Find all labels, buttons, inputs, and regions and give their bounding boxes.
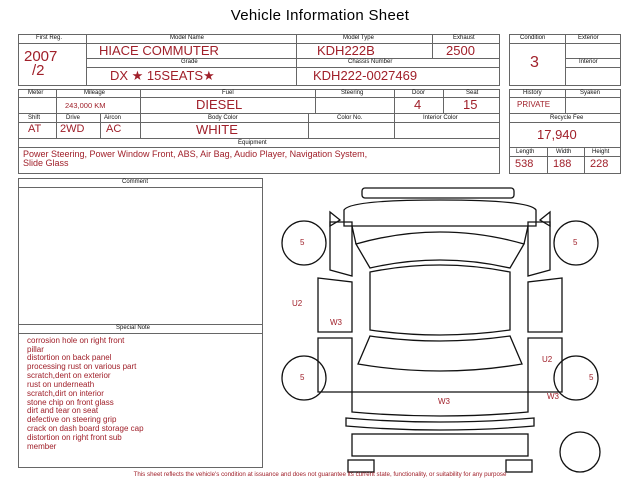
condition-label: Condition: [520, 35, 546, 41]
chassis-number-label: Chassis Number: [348, 59, 393, 65]
special-note-item: pillar: [27, 345, 44, 354]
height-label: Height: [592, 149, 610, 155]
drive-label: Drive: [66, 115, 81, 121]
damage-mark-side-left: U2: [292, 299, 303, 308]
seat-value: 15: [463, 97, 478, 112]
damage-mark-wheel-front-left: 5: [300, 238, 305, 247]
seat-label: Seat: [466, 90, 479, 96]
meter-label: Meter: [28, 90, 44, 96]
color-no-label: Color No.: [337, 115, 363, 121]
aircon-label: Aircon: [104, 115, 122, 121]
door-value: 4: [414, 97, 422, 112]
comment-label: Comment: [122, 179, 149, 185]
first-reg-year: 2007: [24, 48, 58, 65]
special-note-item: scratch,dirt on interior: [27, 389, 104, 398]
length-label: Length: [516, 149, 535, 155]
height-value: 228: [590, 158, 609, 170]
width-value: 188: [553, 158, 572, 170]
special-note-item: stone chip on front glass: [27, 398, 114, 407]
mileage-label: Mileage: [84, 90, 106, 96]
mileage-value: 243,000 KM: [65, 101, 106, 110]
history-value: PRIVATE: [517, 100, 551, 109]
shift-value: AT: [28, 123, 42, 135]
exhaust-label: Exhaust: [453, 35, 475, 41]
grade-label: Grade: [181, 59, 198, 65]
special-note-item: dirt and tear on seat: [27, 406, 99, 415]
length-value: 538: [515, 158, 534, 170]
special-note-label: Special Note: [116, 325, 151, 331]
disclaimer-footer: This sheet reflects the vehicle's condition at issuance and does not guarantee its current state, functionality, or suitability for any purpose: [133, 471, 507, 478]
special-note-item: distortion on back panel: [27, 353, 112, 362]
damage-mark-wheel-front-right: 5: [573, 238, 578, 247]
equipment-line-2: Slide Glass: [23, 158, 69, 168]
special-note-item: processing rust on various part: [27, 362, 137, 371]
equipment-label: Equipment: [238, 140, 267, 146]
first-reg-month: /2: [32, 62, 45, 79]
drive-value: 2WD: [60, 123, 85, 135]
interior-label: Interior: [579, 59, 598, 65]
exterior-label: Exterior: [578, 35, 599, 41]
special-note-item: scratch,dent on exterior: [27, 371, 111, 380]
exhaust-value: 2500: [446, 43, 475, 58]
special-note-item: rust on underneath: [27, 380, 95, 389]
model-type-value: KDH222B: [317, 43, 375, 58]
damage-mark-bottom: W3: [438, 397, 450, 406]
special-note-item: corrosion hole on right front: [27, 336, 125, 345]
special-note-item: member: [27, 442, 57, 451]
model-name-label: Model Name: [170, 35, 205, 41]
syaken-label: Syaken: [580, 90, 601, 96]
condition-value: 3: [530, 54, 539, 71]
aircon-value: AC: [106, 123, 122, 135]
fuel-value: DIESEL: [196, 97, 243, 112]
steering-label: Steering: [341, 90, 364, 96]
equipment-line-1: Power Steering, Power Window Front, ABS, Air Bag, Audio Player, Navigation System,: [23, 149, 368, 159]
special-note-item: crack on dash board storage cap: [27, 424, 144, 433]
first-reg-label: First Reg.: [36, 35, 63, 41]
model-type-label: Model Type: [343, 35, 374, 41]
interior-color-label: Interior Color: [423, 115, 458, 121]
door-label: Door: [412, 90, 426, 96]
damage-mark-rear-left: W3: [330, 318, 342, 327]
grade-value: DX ★ 15SEATS★: [110, 68, 215, 83]
damage-mark-wheel-rear-right: 5: [589, 373, 594, 382]
body-color-value: WHITE: [196, 122, 238, 137]
width-label: Width: [556, 149, 572, 155]
shift-label: Shift: [28, 115, 41, 121]
recycle-fee-label: Recycle Fee: [550, 115, 584, 121]
special-note-item: defective on steering grip: [27, 415, 117, 424]
special-note-item: distortion on right front sub: [27, 433, 122, 442]
chassis-number-value: KDH222-0027469: [313, 68, 418, 83]
history-label: History: [523, 90, 542, 96]
damage-mark-rear-right: W3: [547, 392, 559, 401]
damage-mark-wheel-rear-left: 5: [300, 373, 305, 382]
model-name-value: HIACE COMMUTER: [99, 43, 219, 58]
sheet-title: Vehicle Information Sheet: [230, 7, 410, 24]
damage-mark-side-right: U2: [542, 355, 553, 364]
fuel-label: Fuel: [222, 90, 234, 96]
body-color-label: Body Color: [208, 115, 238, 121]
recycle-fee-value: 17,940: [537, 127, 577, 142]
